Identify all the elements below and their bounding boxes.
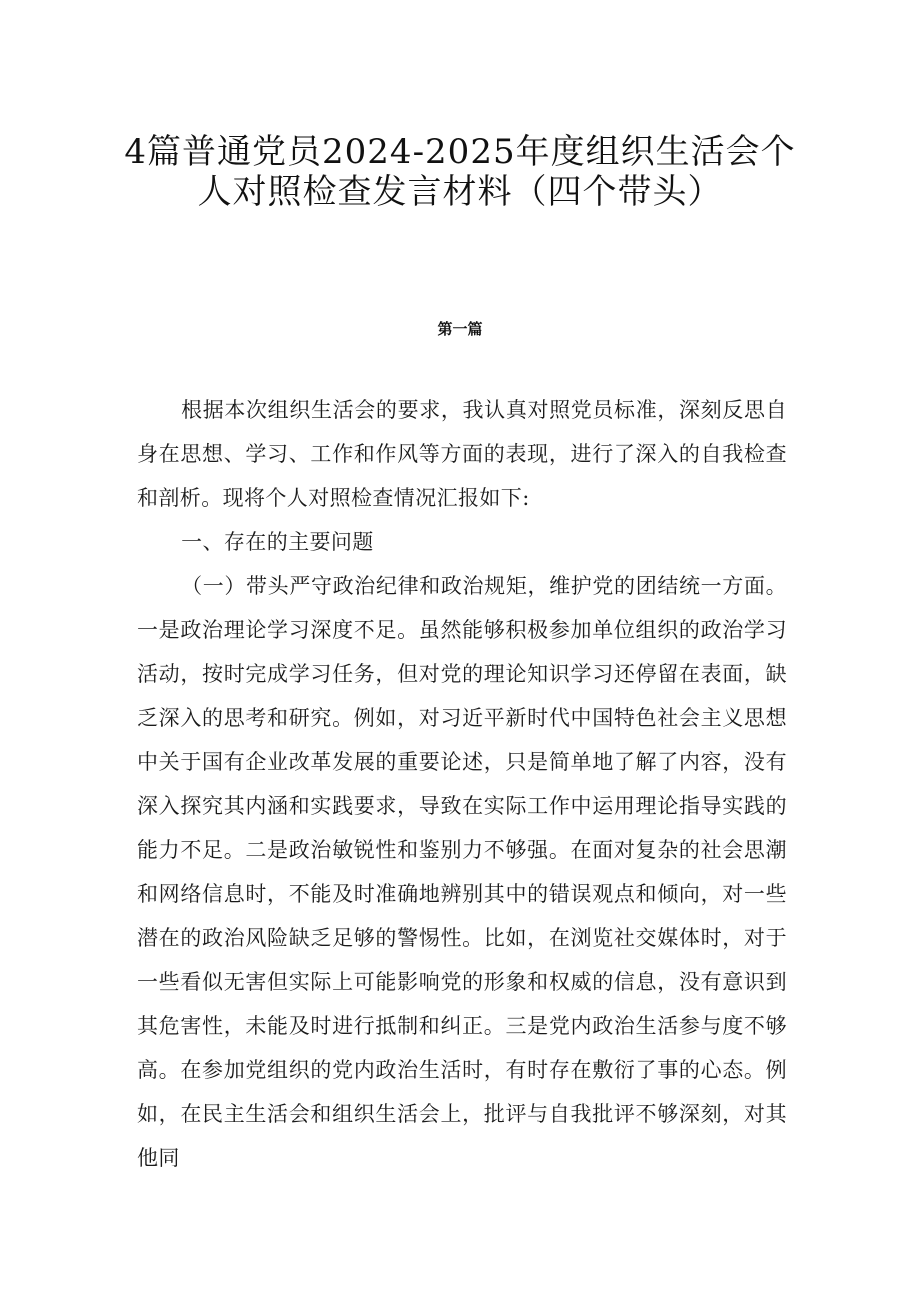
paragraph-heading-problems: 一、存在的主要问题 <box>181 530 374 554</box>
paragraph-intro: 根据本次组织生活会的要求，我认真对照党员标准，深刻反思自身在思想、学习、工作和作风等方面的表现，进行了深入的自我检查和剖析。现将个人对照检查情况汇报如下: <box>137 398 787 510</box>
document-title-line-1: 4篇普通党员2024-2025年度组织生活会个 <box>124 132 796 172</box>
paragraph-problem-1: （一）带头严守政治纪律和政治规矩，维护党的团结统一方面。一是政治理论学习深度不足。虽然能够积极参加单位组织的政治学习活动，按时完成学习任务，但对党的理论知识学习还停留在表面，缺乏深入的思考和研究。例如，对习近平新时代中国特色社会主义思想中关于国有企业改革发展的重要论述，只是简单地了解了内容，没有深入探究其内涵和实践要求，导致在实际工作中运用理论指导实践的能力不足。二是政治敏锐性和鉴别力不够强。在面对复杂的社会思潮和网络信息时，不能及时准确地辨别其中的错误观点和倾向，对一些潜在的政治风险缺乏足够的警惕性。比如，在浏览社交媒体时，对于一些看似无害但实际上可能影响党的形象和权威的信息，没有意识到其危害性，未能及时进行抵制和纠正。三是党内政治生活参与度不够高。在参加党组织的党内政治生活时，有时存在敷衍了事的心态。例如，在民主生活会和组织生活会上，批评与自我批评不够深刻，对其他同 <box>137 574 787 1170</box>
document-body <box>137 388 787 1180</box>
document-title-line-2: 人对照检查发言材料（四个带头） <box>197 172 723 212</box>
section-label: 第一篇 <box>437 320 483 338</box>
